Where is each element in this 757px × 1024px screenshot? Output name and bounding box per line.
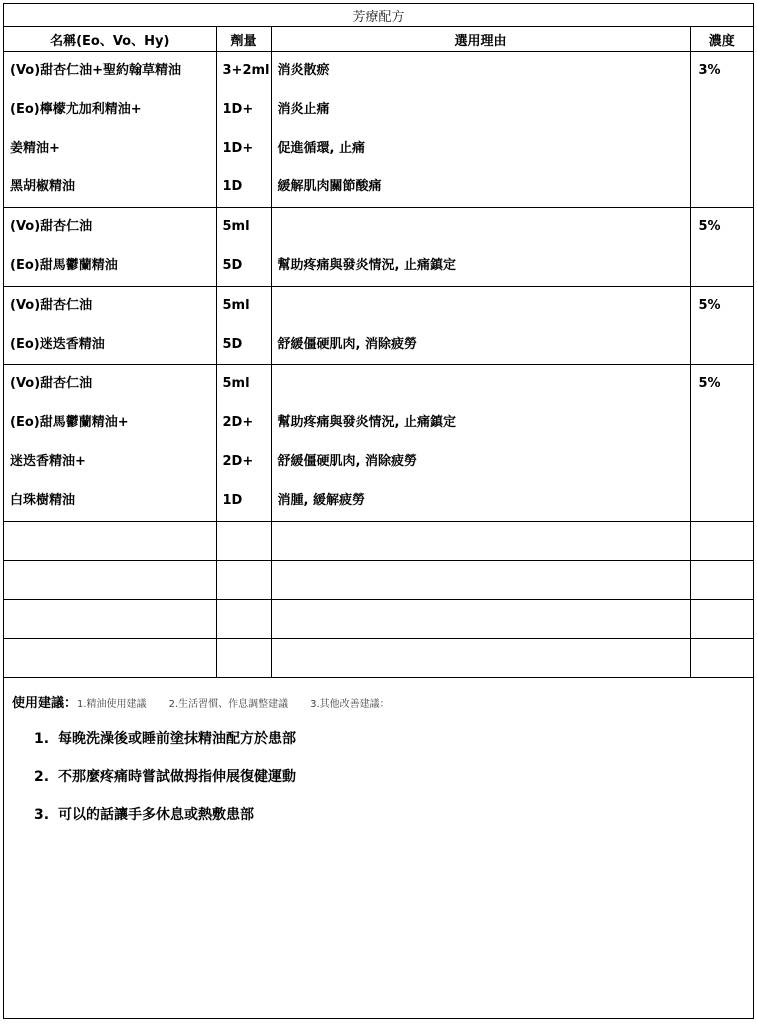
ingredient-reason: 舒緩僵硬肌肉, 消除疲勞: [277, 336, 417, 352]
ingredient-dose: 5D: [222, 257, 243, 273]
ingredient-dose: 5ml: [222, 376, 250, 392]
empty-cell: [4, 521, 216, 560]
ingredient-dose: 1D: [222, 179, 243, 195]
formula-concentration-cell: [690, 208, 753, 287]
empty-cell: [271, 560, 690, 599]
ingredient-name: (Eo)檸檬尤加利精油+: [10, 101, 142, 117]
concentration-value: 3%: [698, 63, 721, 78]
ingredient-reason: 舒緩僵硬肌肉, 消除疲勞: [277, 453, 417, 469]
ingredient-dose: 2D+: [222, 453, 254, 469]
advice-item-number: 1.: [34, 731, 50, 747]
ingredient-name: 迷迭香精油+: [10, 453, 86, 469]
ingredient-dose: 5ml: [222, 219, 250, 235]
empty-row: [4, 599, 753, 638]
formula-row: [4, 208, 753, 287]
formula-reason-cell: [271, 208, 690, 287]
empty-cell: [216, 599, 271, 638]
ingredient-name: 姜精油+: [10, 140, 60, 156]
ingredient-reason: 促進循環, 止痛: [277, 140, 365, 156]
ingredient-reason: [272, 208, 690, 247]
advice-item-number: 2.: [34, 769, 50, 785]
formula-reason-cell: [271, 286, 690, 365]
ingredient-dose: 1D: [222, 492, 243, 508]
formula-row: [4, 365, 753, 521]
empty-row: [4, 560, 753, 599]
empty-cell: [690, 560, 753, 599]
formula-dose-cell: [216, 365, 271, 521]
ingredient-reason: 消炎止痛: [277, 101, 330, 117]
document-frame: [3, 3, 754, 1019]
concentration-value: 5%: [698, 219, 721, 235]
formula-table: [4, 4, 753, 678]
formula-reason-cell: [271, 365, 690, 521]
formula-dose-cell: [216, 286, 271, 365]
empty-cell: [690, 638, 753, 677]
ingredient-name: (Eo)甜馬鬱蘭精油: [10, 257, 118, 273]
advice-section: [4, 678, 753, 843]
advice-item-text: 可以的話讓手多休息或熱敷患部: [58, 807, 254, 823]
advice-item: [34, 805, 753, 843]
ingredient-dose: 5D: [222, 336, 243, 352]
empty-row: [4, 638, 753, 677]
formula-name-cell: [4, 208, 216, 287]
empty-cell: [271, 599, 690, 638]
header-reason: 選用理由: [271, 27, 690, 52]
ingredient-reason: 緩解肌肉關節酸痛: [277, 179, 382, 195]
formula-dose-cell: [216, 208, 271, 287]
header-name: 名稱(Eo、Vo、Hy): [4, 27, 216, 52]
formula-concentration-cell: [690, 52, 753, 208]
formula-row: [4, 52, 753, 208]
formula-body: [4, 52, 753, 678]
ingredient-name: (Vo)甜杏仁油: [10, 219, 93, 235]
ingredient-name: (Eo)迷迭香精油: [10, 336, 105, 352]
ingredient-dose: 5ml: [222, 297, 250, 313]
concentration-value: 5%: [698, 297, 721, 313]
advice-label: 使用建議：: [12, 696, 78, 711]
ingredient-reason: [272, 287, 690, 326]
empty-cell: [271, 638, 690, 677]
advice-item-text: 不那麼疼痛時嘗試做拇指伸展復健運動: [58, 769, 296, 785]
formula-name-cell: [4, 52, 216, 208]
advice-item: [34, 767, 753, 805]
advice-item: [34, 729, 753, 767]
ingredient-reason: 消腫, 緩解疲勞: [277, 492, 365, 508]
ingredient-reason: 幫助疼痛與發炎情況, 止痛鎮定: [277, 257, 456, 273]
empty-cell: [4, 560, 216, 599]
formula-name-cell: [4, 365, 216, 521]
empty-cell: [216, 521, 271, 560]
header-concentration: 濃度: [690, 27, 753, 52]
formula-name-cell: [4, 286, 216, 365]
formula-dose-cell: [216, 52, 271, 208]
formula-row: [4, 286, 753, 365]
ingredient-reason: 幫助疼痛與發炎情況, 止痛鎮定: [277, 415, 456, 431]
ingredient-name: (Vo)甜杏仁油+聖約翰草精油: [10, 63, 182, 78]
formula-reason-cell: [271, 52, 690, 208]
header-dose: 劑量: [216, 27, 271, 52]
ingredient-dose: 1D+: [222, 140, 254, 156]
ingredient-name: 白珠樹精油: [10, 492, 76, 508]
advice-list: [34, 729, 753, 843]
ingredient-name: 黑胡椒精油: [10, 179, 76, 195]
empty-cell: [690, 599, 753, 638]
formula-concentration-cell: [690, 365, 753, 521]
formula-concentration-cell: [690, 286, 753, 365]
ingredient-reason: [272, 365, 690, 404]
table-title: 芳療配方: [4, 4, 753, 27]
concentration-value: 5%: [698, 376, 721, 392]
advice-option: 3.其他改善建議：: [310, 699, 390, 710]
ingredient-name: (Vo)甜杏仁油: [10, 297, 93, 313]
ingredient-dose: 2D+: [222, 415, 254, 431]
advice-option: 2.生活習慣、作息調整建議: [168, 699, 289, 710]
ingredient-reason: 消炎散瘀: [277, 63, 330, 78]
empty-cell: [216, 560, 271, 599]
empty-cell: [4, 638, 216, 677]
ingredient-dose: 3+2ml: [222, 63, 270, 78]
empty-row: [4, 521, 753, 560]
advice-header: [12, 692, 753, 711]
ingredient-dose: 1D+: [222, 101, 254, 117]
advice-item-number: 3.: [34, 807, 50, 823]
empty-cell: [216, 638, 271, 677]
advice-item-text: 每晚洗澡後或睡前塗抹精油配方於患部: [58, 731, 296, 747]
empty-cell: [271, 521, 690, 560]
ingredient-name: (Vo)甜杏仁油: [10, 376, 93, 392]
advice-option: 1.精油使用建議: [77, 699, 147, 710]
empty-cell: [4, 599, 216, 638]
empty-cell: [690, 521, 753, 560]
ingredient-name: (Eo)甜馬鬱蘭精油+: [10, 415, 129, 431]
